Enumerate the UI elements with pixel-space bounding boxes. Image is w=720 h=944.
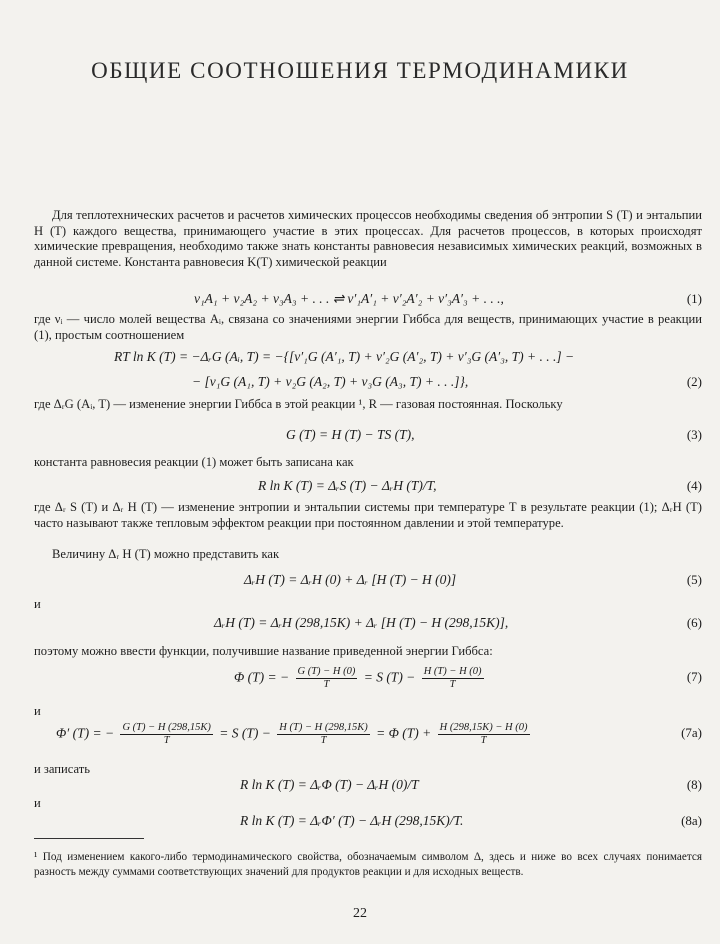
paragraph-gibbs: где ΔᵣG (Aᵢ, T) — изменение энергии Гиббса в этой реакции ¹, R — газовая постоянная. Поскольку bbox=[34, 397, 563, 411]
footnote: ¹ Под изменением какого-либо термодинамического свойства, обозначаемым символом Δ, здесь и ниже во всех случаях понимается разность между суммами соответствующих значений для продуктов реакции и для исходных веществ. bbox=[34, 851, 702, 878]
equation-7-middle: = S (T) − bbox=[363, 669, 416, 685]
equation-1 bbox=[34, 290, 702, 308]
equation-5-body: ΔᵣH (T) = ΔᵣH (0) + Δᵣ [H (T) − H (0)] bbox=[244, 572, 457, 587]
conjunction-and-3: и bbox=[34, 796, 41, 810]
equation-6-body: ΔᵣH (T) = ΔᵣH (298,15K) + Δᵣ [H (T) − H (298,15K)], bbox=[214, 615, 509, 630]
equation-7 bbox=[34, 662, 702, 692]
fraction-numerator: G (T) − H (298,15K) bbox=[122, 722, 211, 733]
fraction-denominator: T bbox=[480, 735, 487, 746]
conjunction-and-2: и bbox=[34, 704, 41, 718]
equation-2-line-2-body: − [ν₁G (A₁, T) + ν₂G (A₂, T) + ν₃G (A₃, T) + . . .]}, bbox=[192, 374, 469, 389]
equation-8a bbox=[34, 812, 702, 830]
equation-2-line-1 bbox=[34, 348, 702, 366]
fraction-denominator: T bbox=[449, 679, 456, 690]
equation-8-body: R ln K (T) = ΔᵣΦ (T) − ΔᵣH (0)/T bbox=[240, 777, 419, 792]
conjunction-and-1: и bbox=[34, 597, 41, 611]
equation-7-fraction-1 bbox=[296, 666, 358, 691]
equation-5-number: (5) bbox=[686, 572, 702, 587]
equation-7a-middle: = S (T) − bbox=[219, 725, 271, 741]
equation-2-number: (2) bbox=[686, 374, 702, 389]
equation-7a-fraction-3 bbox=[438, 722, 530, 747]
equation-2-line-2 bbox=[34, 373, 702, 391]
fraction-denominator: T bbox=[323, 679, 330, 690]
fraction-numerator: H (298,15K) − H (0) bbox=[439, 722, 528, 733]
fraction-denominator: T bbox=[320, 735, 327, 746]
equation-7a-body bbox=[56, 722, 533, 747]
equation-2-line-1-body: RT ln K (T) = −ΔᵣG (Aᵢ, T) = −{[ν′₁G (A′₁, T) + ν′₂G (A′₂, T) + ν′₃G (A′₃, T) + . . .] − bbox=[114, 349, 575, 364]
equation-8-number: (8) bbox=[686, 777, 702, 792]
equation-8a-body: R ln K (T) = ΔᵣΦ′ (T) − ΔᵣH (298,15K)/T. bbox=[240, 813, 464, 828]
equation-7-fraction-2 bbox=[422, 666, 484, 691]
equation-4-body: R ln K (T) = ΔᵣS (T) − ΔᵣH (T)/T, bbox=[258, 478, 437, 493]
paragraph-constant: константа равновесия реакции (1) может быть записана как bbox=[34, 455, 354, 469]
equation-7a bbox=[34, 718, 702, 748]
paragraph-intro: Для теплотехнических расчетов и расчетов химических процессов необходимы сведения об энтропии S (T) и энтальпии H (T) каждого вещества, принимающего участие в этих процессах. Для расчетов процессов, в которых происходят химические превращения, необходимо также знать константы равновесия независимых химических реакций, возможных в данной системе. Константа равновесия K(T) химической реакции bbox=[34, 208, 702, 269]
equation-8 bbox=[34, 776, 702, 794]
equation-7-lhs: Φ (T) = − bbox=[234, 669, 290, 685]
fraction-denominator: T bbox=[163, 735, 170, 746]
equation-7-body bbox=[234, 666, 487, 691]
fraction-numerator: H (T) − H (298,15K) bbox=[279, 722, 368, 733]
page-number: 22 bbox=[353, 906, 367, 921]
equation-7a-fraction-2 bbox=[277, 722, 369, 747]
equation-3-number: (3) bbox=[686, 427, 702, 442]
equation-7a-lhs: Φ′ (T) = − bbox=[56, 725, 115, 741]
equation-6-number: (6) bbox=[686, 615, 702, 630]
page-title: ОБЩИЕ СООТНОШЕНИЯ ТЕРМОДИНАМИКИ bbox=[91, 58, 629, 83]
fraction-numerator: G (T) − H (0) bbox=[297, 666, 356, 677]
equation-5 bbox=[34, 571, 702, 589]
footnote-divider bbox=[34, 838, 144, 839]
equation-6 bbox=[34, 614, 702, 632]
equation-1-body: ν₁A₁ + ν₂A₂ + ν₃A₃ + . . . ⇌ ν′₁A′₁ + ν′₂A′₂ + ν′₃A′₃ + . . ., bbox=[194, 291, 504, 306]
paragraph-write: и записать bbox=[34, 762, 91, 776]
equation-7a-fraction-1 bbox=[120, 722, 212, 747]
equation-4 bbox=[34, 477, 702, 495]
equation-4-number: (4) bbox=[686, 478, 702, 493]
fraction-numerator: H (T) − H (0) bbox=[423, 666, 482, 677]
equation-7a-number: (7a) bbox=[681, 725, 702, 740]
equation-8a-number: (8a) bbox=[681, 813, 702, 828]
equation-1-number: (1) bbox=[686, 291, 702, 306]
equation-7-number: (7) bbox=[686, 669, 702, 684]
paragraph-functions: поэтому можно ввести функции, получившие название приведенной энергии Гиббса: bbox=[34, 644, 493, 658]
paragraph-entropy-enthalpy: где Δᵣ S (T) и Δᵣ H (T) — изменение энтропии и энтальпии системы при температуре T в результате реакции (1); ΔᵣH (T) часто называют также тепловым эффектом реакции при постоянном давлении и этой температуре. bbox=[34, 500, 702, 530]
equation-7a-middle-2: = Φ (T) + bbox=[376, 725, 432, 741]
paragraph-quantity: Величину Δᵣ H (T) можно представить как bbox=[52, 547, 280, 561]
paragraph-nu: где νᵢ — число молей вещества Aᵢ, связана со значениями энергии Гиббса для веществ, принимающих участие в реакции (1), простым соотношением bbox=[34, 312, 702, 342]
equation-3-body: G (T) = H (T) − TS (T), bbox=[286, 427, 415, 442]
equation-3 bbox=[34, 426, 702, 444]
